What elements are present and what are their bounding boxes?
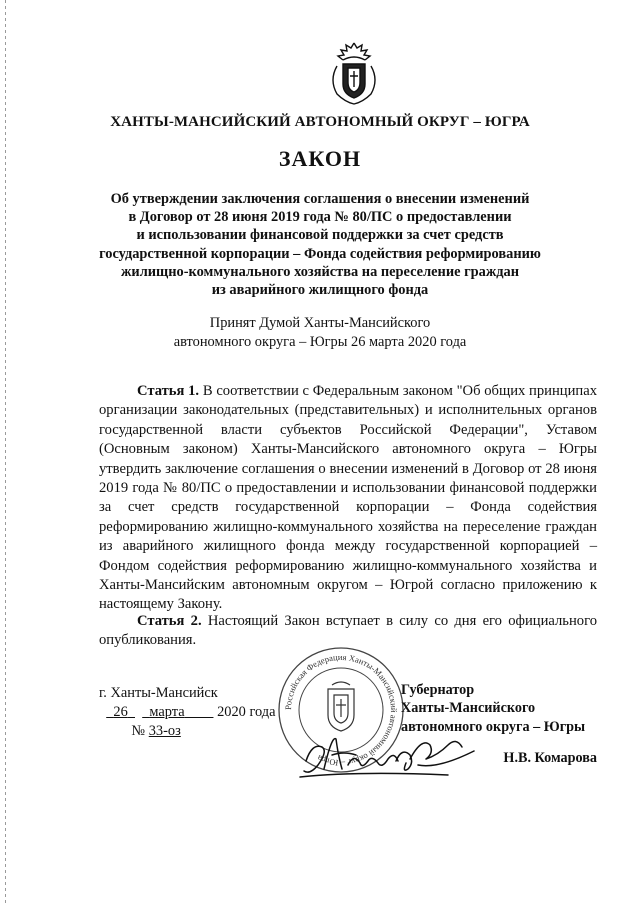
adoption-line: Принят Думой Ханты-Мансийского	[209, 315, 431, 331]
seal-text: Российская Федерация Ханты-Мансийский автономный округ – Югра	[282, 651, 400, 769]
law-title-line: государственной корпорации – Фонда содействия реформированию	[99, 245, 541, 262]
document-type: ЗАКОН	[278, 146, 362, 171]
coat-of-arms-emblem-icon	[323, 40, 385, 106]
law-title-line: в Договор от 28 июня 2019 года № 80/ПС о предоставлении	[128, 209, 512, 226]
law-title-line: жилищно-коммунального хозяйства на переселение граждан	[120, 263, 520, 280]
law-title-line: Об утверждении заключения соглашения о внесении изменений	[110, 191, 530, 207]
date-line	[99, 703, 275, 722]
number-prefix: №	[131, 723, 146, 739]
article-2-label: Статья 2.	[137, 613, 202, 629]
article-1-label: Статья 1.	[137, 383, 200, 399]
article-1-text: В соответствии с Федеральным законом "Об общих принципах организации законодательных (представительных) и исполнительных органов государственной власти субъектов Российской Федерации", Уставом (Основным законом) Ханты-Мансийского автономного округа – Югры утвердить заключение соглашения о внесении изменений в Договор от 28 июня 2019 года № 80/ПС о предоставлении и использовании финансовой поддержки за счет средств государственной корпорации – Фонда содействия реформированию жилищно-коммунального хозяйства на переселение граждан из аварийного жилищного фонда между государственной корпорацией – Фондом содействия реформированию жилищно-коммунального хозяйства и Ханты-Мансийским автономным округом – Югрой согласно приложению к настоящему Закону.	[99, 383, 597, 613]
law-title-line: из аварийного жилищного фонда	[211, 282, 429, 299]
law-title-line: и использовании финансовой поддержки за счет средств	[136, 227, 504, 244]
article-2-text: Настоящий Закон вступает в силу со дня его официального опубликования.	[99, 613, 597, 649]
date-day: 26	[113, 704, 128, 720]
region-name: ХАНТЫ-МАНСИЙСКИЙ АВТОНОМНЫЙ ОКРУГ – ЮГРА	[110, 114, 530, 130]
governor-line: автономного округа – Югры	[401, 718, 586, 735]
date-year: 2020 года	[217, 704, 276, 720]
article-1	[99, 382, 597, 615]
scan-edge-line	[5, 0, 6, 905]
handwritten-signature-icon	[298, 725, 478, 783]
city: г. Ханты-Мансийск	[99, 685, 218, 701]
signer-name: Н.В. Комарова	[503, 750, 597, 766]
place-and-date	[99, 684, 275, 741]
governor-line: Губернатор	[401, 682, 475, 698]
adoption-line: автономного округа – Югры 26 марта 2020 года	[173, 334, 467, 350]
law-number: 33-оз	[148, 723, 181, 739]
law-number-line	[99, 722, 275, 741]
law-title	[80, 190, 560, 299]
date-month: марта	[149, 704, 185, 720]
adoption-note	[0, 314, 640, 352]
governor-line: Ханты-Мансийского	[401, 700, 536, 717]
